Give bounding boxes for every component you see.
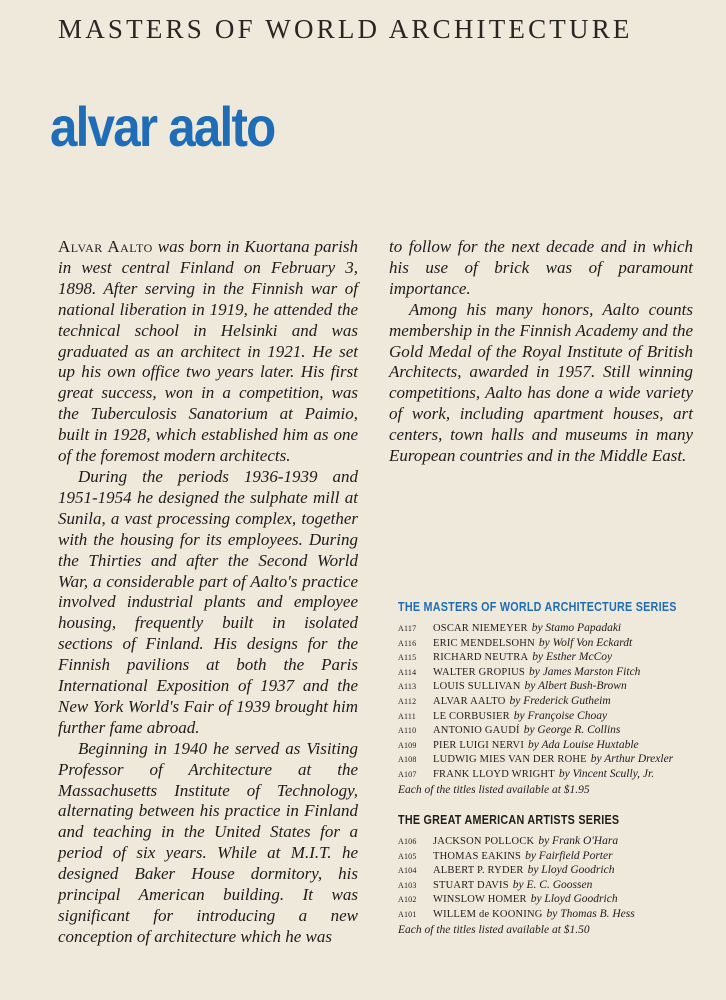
title-code: A110 [398,726,417,736]
title-subject: ANTONIO GAUDÍ [433,725,520,737]
title-subject: ALBERT P. RYDER [433,865,524,877]
title-author: by Albert Bush-Brown [524,680,627,693]
list-item [398,766,708,781]
list-item [398,891,708,906]
list-item [398,722,708,737]
title-author: by Ada Louise Huxtable [528,738,639,751]
title-code: A107 [398,769,417,779]
title-subject: WALTER GROPIUS [433,666,525,678]
title-author: by E. C. Goossen [512,878,593,891]
title-code: A102 [398,895,417,905]
title-code: A104 [398,866,417,876]
title-author: by Lloyd Goodrich [527,864,615,877]
title-author: by Fairfield Porter [525,849,613,862]
title-subject: LUDWIG MIES VAN DER ROHE [433,754,587,766]
title-code: A101 [398,909,417,919]
title-author: by Vincent Scully, Jr. [558,767,655,780]
list-item [398,693,708,708]
bio-lead-name: Alvar Aalto [58,237,153,256]
list-item [398,635,708,650]
title-subject: THOMAS EAKINS [433,850,522,862]
architecture-series-heading: THE MASTERS OF WORLD ARCHITECTURE SERIES [398,600,677,614]
title-author: by Frederick Gutheim [509,694,611,707]
title-subject: RICHARD NEUTRA [433,652,529,664]
list-item [398,862,708,877]
artists-series-heading: THE GREAT AMERICAN ARTISTS SERIES [398,813,620,827]
artists-series-price: Each of the titles listed available at $1.50 [398,923,590,936]
bio-paragraph-4: Among his many honors, Aalto counts membership in the Finnish Academy and the Gold Medal of the Royal Institute of British Architects, awarded in 1957. Still winning competitions, Aalto has done a wide variety of work, including apartment houses, art centers, town halls and museums in many European countries and in the Middle East. [389,299,693,466]
list-item [398,877,708,892]
architecture-series-list [398,600,708,796]
title-code: A111 [398,711,416,721]
title-code: A106 [398,837,417,846]
title-subject: WINSLOW HOMER [433,894,527,906]
artists-series-list [398,813,708,936]
bio-paragraph-3-continued: to follow for the next decade and in which his use of brick was of paramount importance. [389,237,693,298]
title-code: A117 [398,624,417,633]
list-item [398,678,708,693]
title-author: by Stamo Papadaki [531,622,622,634]
title-subject: LOUIS SULLIVAN [433,681,521,693]
title-subject: OSCAR NIEMEYER [433,623,528,634]
title-code: A112 [398,696,417,706]
bio-paragraph-2: During the periods 1936-1939 and 1951-1954 he designed the sulphate mill at Sunila, a vast processing complex, together with the housing for its employees. During the Thirties and after the Second World War, a considerable part of Aalto's practice involved industrial plants and employee housing, frequently built in isolated sections of Finland. His designs for the Finnish pavilions at both the Paris International Exposition of 1937 and the New York World's Fair of 1939 brought him further fame abroad. [58,466,358,737]
architecture-series-rows [398,620,708,781]
title-subject: ALVAR AALTO [433,695,506,707]
title-subject: JACKSON POLLOCK [433,836,535,847]
bio-paragraph-3: Beginning in 1940 he served as Visiting Professor of Architecture at the Massachusetts Institute of Technology, alternating between his practice in Finland and teaching in the United States for a period of six years. While at M.I.T. he designed Baker House dormitory, his principal American building. It was significant for introducing a new conception of architecture which he was [58,738,358,946]
artists-series-rows [398,833,708,921]
title-author: by James Marston Fitch [528,665,641,678]
title-subject: FRANK LLOYD WRIGHT [433,768,555,780]
title-subject: PIER LUIGI NERVI [433,739,525,751]
list-item [398,649,708,664]
list-item [398,620,708,635]
title-subject: LE CORBUSIER [433,710,510,722]
list-item [398,906,708,921]
title-subject: WILLEM de KOONING [433,908,543,920]
bio-column-left [58,237,358,948]
title-author: by Frank O'Hara [538,835,619,847]
title-author: by Wolf Von Eckardt [538,636,633,649]
bio-paragraph-1-text: was born in Kuortana parish in west central Finland on February 3, 1898. After serving in the Finnish war of national liberation in 1919, he attended the technical school in Helsinki and was graduated as an architect in 1921. He set up his own office two years later. His first great success, won in a competition, was the Tuberculosis Sanatorium at Paimio, built in 1928, which established him as one of the foremost modern architects. [58,237,358,466]
title-author: by Arthur Drexler [590,753,674,766]
list-item [398,833,708,848]
title-author: by George R. Collins [523,724,621,737]
title-code: A116 [398,638,417,648]
title-author: by Thomas B. Hess [546,907,635,920]
title-subject: STUART DAVIS [433,879,509,891]
title-code: A105 [398,851,417,861]
title-code: A115 [398,653,417,663]
title-code: A113 [398,682,417,692]
list-item [398,708,708,723]
bio-column-right [389,237,693,467]
title-author: by Françoise Choay [513,709,608,722]
book-title: alvar aalto [50,95,275,158]
title-author: by Lloyd Goodrich [530,893,618,906]
list-item [398,848,708,863]
list-item [398,751,708,766]
title-code: A103 [398,880,417,890]
title-author: by Esther McCoy [532,651,613,664]
bio-paragraph-1 [58,237,358,467]
title-code: A114 [398,667,417,677]
series-title: MASTERS OF WORLD ARCHITECTURE [58,14,633,44]
title-code: A109 [398,740,417,750]
list-item [398,737,708,752]
title-subject: ERIC MENDELSOHN [433,637,535,649]
title-code: A108 [398,755,417,765]
list-item [398,664,708,679]
architecture-series-price: Each of the titles listed available at $1.95 [398,783,590,796]
